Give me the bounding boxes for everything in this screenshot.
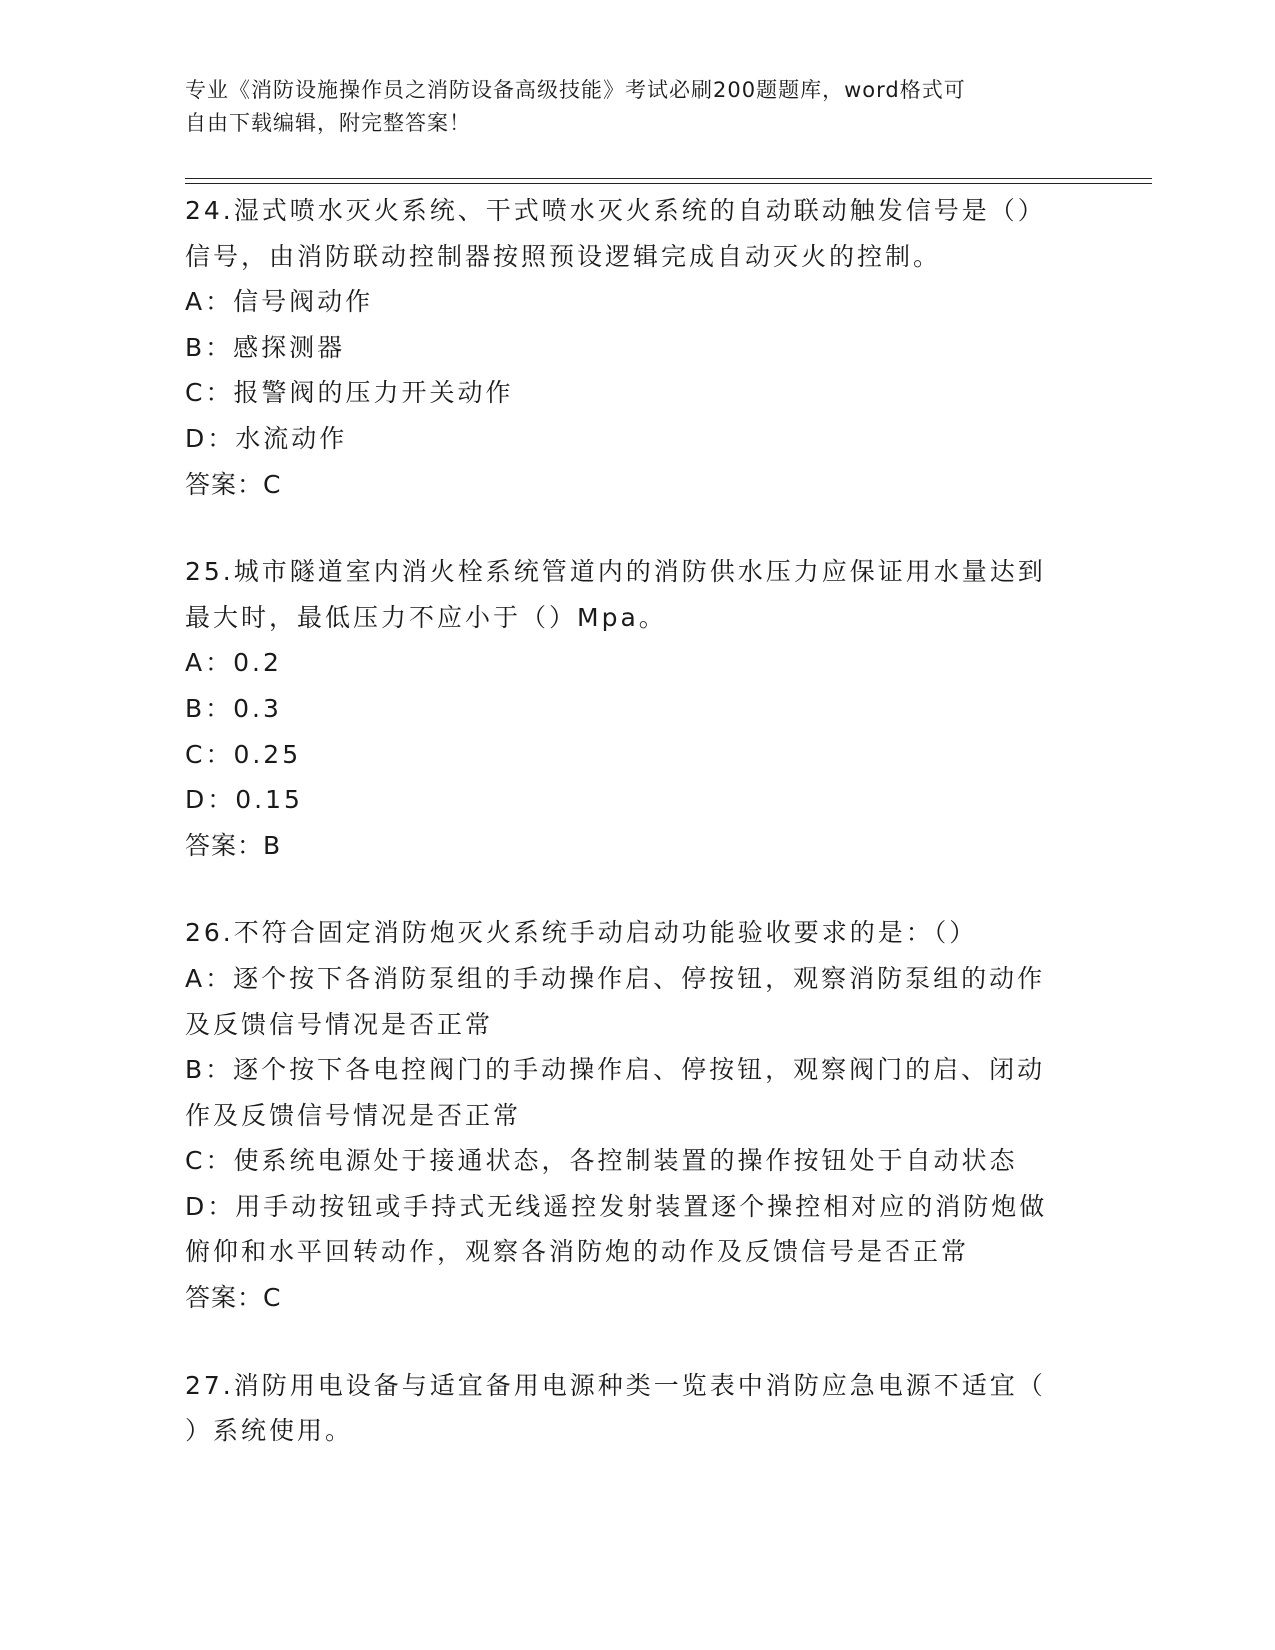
option-d-continued: 俯仰和水平回转动作，观察各消防炮的动作及反馈信号是否正常 bbox=[185, 1237, 970, 1267]
question-24 bbox=[185, 188, 1085, 507]
question-list bbox=[185, 188, 1085, 1496]
question-text: 信号，由消防联动控制器按照预设逻辑完成自动灭火的控制。 bbox=[185, 241, 942, 271]
option-a: A：0.2 bbox=[185, 648, 282, 678]
option-c: C：0.25 bbox=[185, 739, 302, 769]
option-c: C：报警阀的压力开关动作 bbox=[185, 378, 514, 408]
document-header bbox=[185, 74, 1055, 140]
option-b: B：感探测器 bbox=[185, 332, 346, 362]
option-d: D：0.15 bbox=[185, 785, 303, 815]
header-line: 自由下载编辑，附完整答案！ bbox=[185, 111, 471, 135]
answer: 答案：C bbox=[185, 1283, 282, 1313]
option-a-continued: 及反馈信号情况是否正常 bbox=[185, 1009, 494, 1039]
question-text: 27.消防用电设备与适宜备用电源种类一览表中消防应急电源不适宜（ bbox=[185, 1370, 1046, 1400]
option-a: A：信号阀动作 bbox=[185, 287, 374, 317]
option-d: D：用手动按钮或手持式无线遥控发射装置逐个操控相对应的消防炮做 bbox=[185, 1191, 1048, 1221]
question-27 bbox=[185, 1363, 1085, 1454]
option-a: A：逐个按下各消防泵组的手动操作启、停按钮，观察消防泵组的动作 bbox=[185, 963, 1046, 993]
question-text: 25.城市隧道室内消火栓系统管道内的消防供水压力应保证用水量达到 bbox=[185, 557, 1046, 587]
answer: 答案：C bbox=[185, 469, 282, 499]
question-25 bbox=[185, 549, 1085, 868]
option-b: B：逐个按下各电控阀门的手动操作启、停按钮，观察阀门的启、闭动 bbox=[185, 1055, 1046, 1085]
answer: 答案：B bbox=[185, 830, 282, 860]
option-b-continued: 作及反馈信号情况是否正常 bbox=[185, 1100, 522, 1130]
question-text: ）系统使用。 bbox=[185, 1416, 354, 1446]
question-text: 最大时，最低压力不应小于（）Mpa。 bbox=[185, 602, 667, 632]
option-d: D：水流动作 bbox=[185, 423, 348, 453]
option-c: C：使系统电源处于接通状态，各控制装置的操作按钮处于自动状态 bbox=[185, 1146, 1018, 1176]
option-b: B：0.3 bbox=[185, 693, 282, 723]
question-text: 24.湿式喷水灭火系统、干式喷水灭火系统的自动联动触发信号是（） bbox=[185, 196, 1046, 225]
header-divider bbox=[185, 178, 1152, 179]
header-divider bbox=[185, 183, 1152, 184]
header-line: 专业《消防设施操作员之消防设备高级技能》考试必刷200题题库，word格式可 bbox=[185, 78, 966, 102]
question-text: 26.不符合固定消防炮灭火系统手动启动功能验收要求的是：（） bbox=[185, 918, 978, 948]
question-26 bbox=[185, 910, 1085, 1320]
